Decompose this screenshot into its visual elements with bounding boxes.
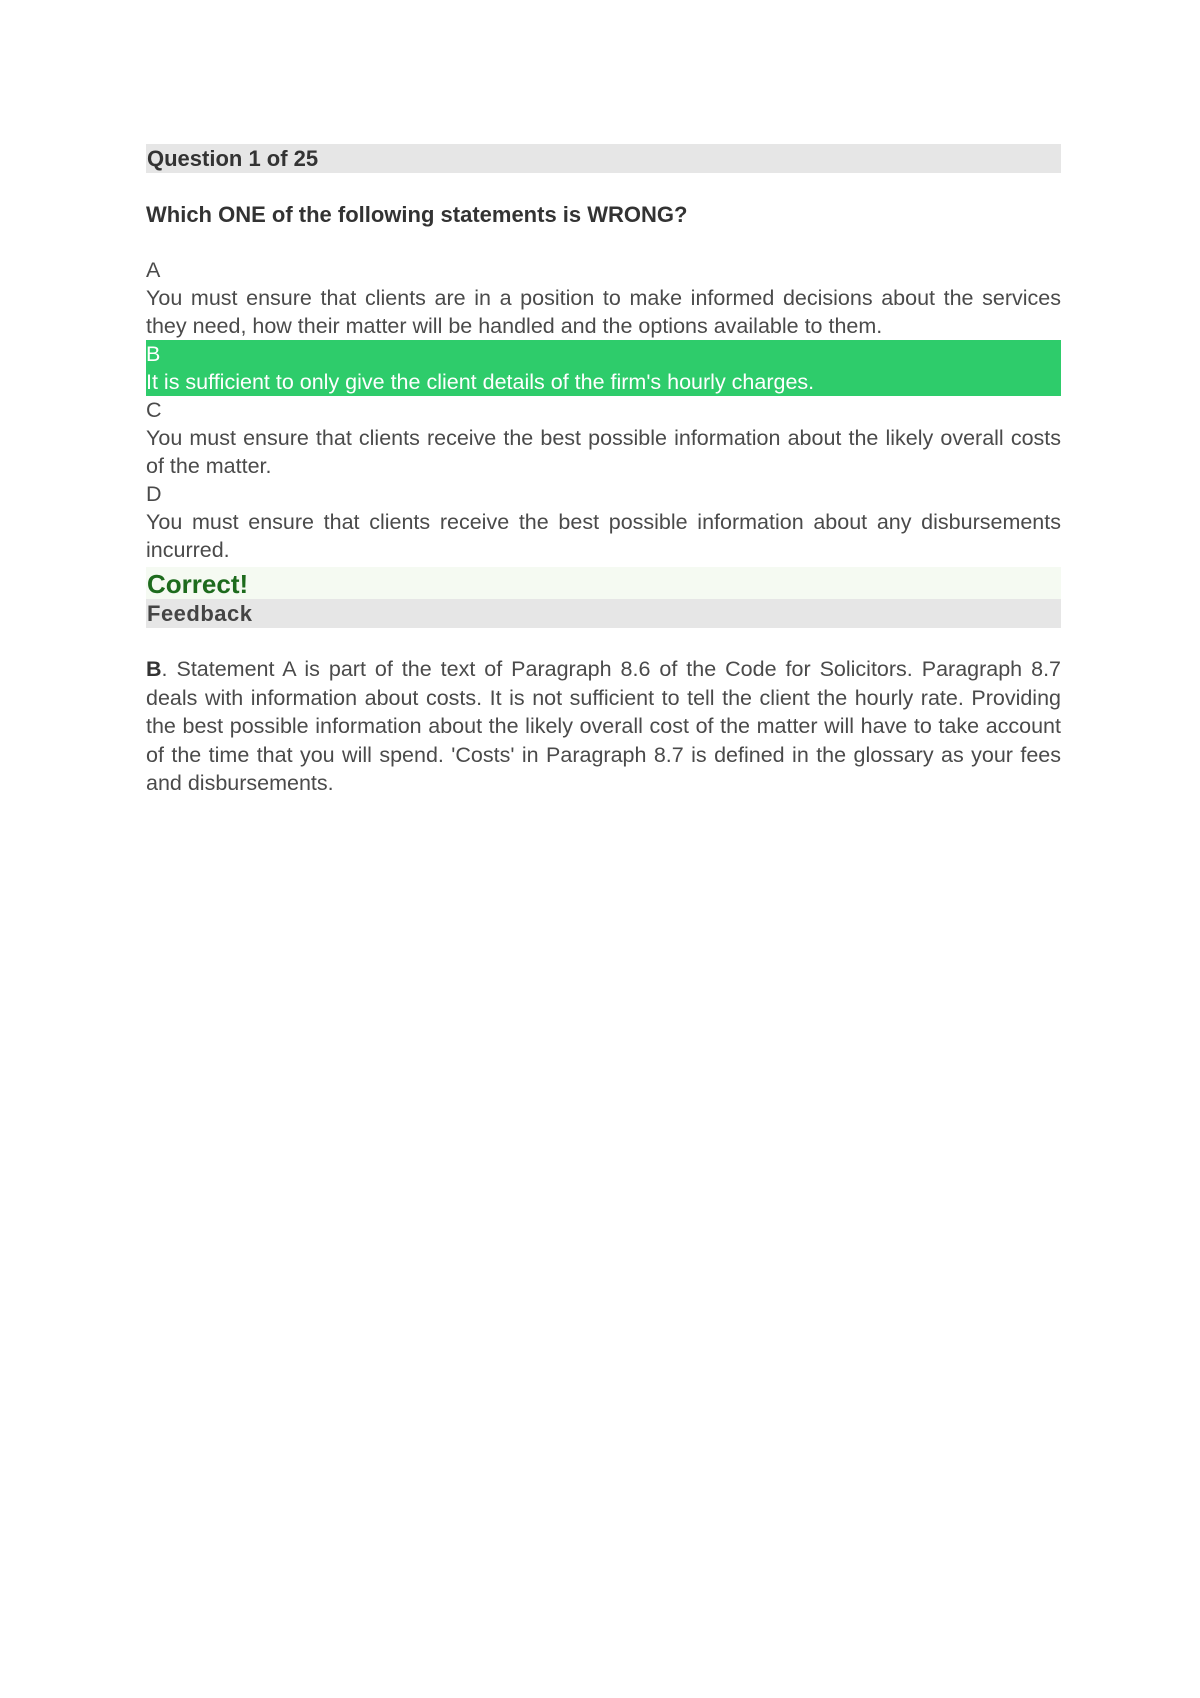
option-text: It is sufficient to only give the client details of the firm's hourly charges. xyxy=(146,370,815,394)
option-text: You must ensure that clients are in a position to make informed decisions about the services they need, how their matter will be handled and the options available to them. xyxy=(146,286,1061,338)
question-header: Question 1 of 25 xyxy=(146,144,1061,173)
option-b[interactable] xyxy=(146,340,1061,396)
option-text: You must ensure that clients receive the best possible information about any disbursements incurred. xyxy=(146,510,1061,562)
option-c[interactable] xyxy=(146,396,1061,480)
option-letter: A xyxy=(146,258,161,282)
quiz-page xyxy=(146,144,1061,798)
result-status: Correct! xyxy=(146,567,1061,599)
option-letter: B xyxy=(146,342,161,366)
option-letter: C xyxy=(146,398,162,422)
option-letter: D xyxy=(146,482,162,506)
option-text: You must ensure that clients receive the best possible information about the likely overall costs of the matter. xyxy=(146,426,1061,478)
option-d[interactable] xyxy=(146,480,1061,564)
feedback-text: . Statement A is part of the text of Paragraph 8.6 of the Code for Solicitors. Paragraph 8.7 deals with information about costs. It is not sufficient to tell the client the hourly rate. Providing the best possible information about the likely overall cost of the matter will have to take account of the time that you will spend. 'Costs' in Paragraph 8.7 is defined in the glossary as your fees and disbursements. xyxy=(146,657,1061,795)
feedback-body xyxy=(146,655,1061,798)
feedback-header: Feedback xyxy=(146,599,1061,628)
answer-options xyxy=(146,256,1061,564)
question-prompt: Which ONE of the following statements is WRONG? xyxy=(146,202,688,227)
feedback-answer-key: B xyxy=(146,657,162,681)
option-a[interactable] xyxy=(146,256,1061,340)
